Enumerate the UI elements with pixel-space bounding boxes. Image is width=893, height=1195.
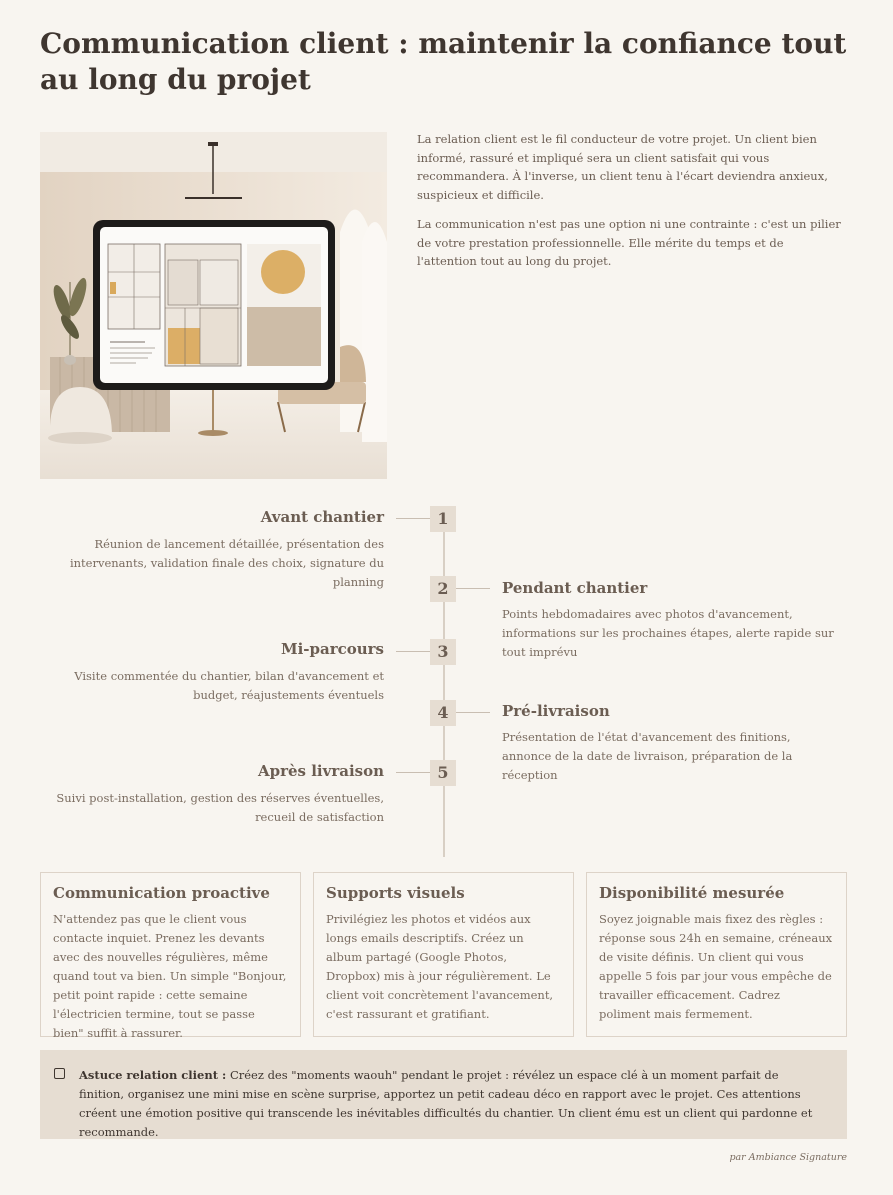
- intro-paragraph-1: La relation client est le fil conducteur de votre projet. Un client bien informé, rassuré et impliqué sera un client satisfait qui vous recommandera. À l'inverse, un client tenu à l'écart deviendra anxieux, suspicieux et difficile.: [417, 132, 828, 202]
- step-description: Visite commentée du chantier, bilan d'avancement et budget, réajustements éventuels: [74, 669, 384, 702]
- connector: [396, 518, 430, 519]
- page-title: Communication client : maintenir la confiance tout au long du projet: [40, 27, 847, 96]
- step-title: Pré-livraison: [502, 702, 610, 720]
- card-body: Soyez joignable mais fixez des règles : réponse sous 24h en semaine, créneaux de visite définis. Un client qui vous appelle 5 fois par jour vous empêche de travailler efficacement. Cadrez poliment mais fermement.: [599, 912, 833, 1021]
- footer-credit: par Ambiance Signature: [729, 1152, 847, 1163]
- step-description: Suivi post-installation, gestion des réserves éventuelles, recueil de satisfaction: [56, 791, 384, 824]
- connector: [456, 588, 490, 589]
- step-title: Avant chantier: [260, 508, 384, 526]
- step-title: Pendant chantier: [502, 579, 648, 597]
- card-body: Privilégiez les photos et vidéos aux longs emails descriptifs. Créez un album partagé (Google Photos, Dropbox) mis à jour régulièrement. Le client voit concrètement l'avancement, c'est rassurant et gratifiant.: [326, 912, 554, 1021]
- connector: [396, 772, 430, 773]
- tip-box: [40, 1050, 847, 1139]
- connector: [396, 651, 430, 652]
- step-description: Présentation de l'état d'avancement des finitions, annonce de la date de livraison, préparation de la réception: [502, 730, 793, 782]
- step-number: 1: [430, 506, 456, 532]
- step-description: Réunion de lancement détaillée, présentation des intervenants, validation finale des choix, signature du planning: [69, 537, 384, 589]
- connector: [456, 712, 490, 713]
- card-body: N'attendez pas que le client vous contacte inquiet. Prenez les devants avec des nouvelles régulières, même quand tout va bien. Un simple "Bonjour, petit point rapide : cette semaine l'électricien termine, tout se passe bien" suffit à rassurer.: [53, 912, 287, 1040]
- tip-label: Astuce relation client :: [79, 1068, 227, 1082]
- step-number: 5: [430, 760, 456, 786]
- tip-body: Créez des "moments waouh" pendant le projet : révélez un espace clé à un moment parfait de finition, organisez une mini mise en scène surprise, apportez un petit cadeau déco en rapport avec le projet. Ces attentions créent une émotion positive qui transcende les inévitables difficultés du chantier. Un client ému est un client qui pardonne et recommande.: [79, 1068, 813, 1139]
- hero-image: [40, 132, 387, 479]
- intro-paragraph-2: La communication n'est pas une option ni une contrainte : c'est un pilier de votre prestation professionnelle. Elle mérite du temps et de l'attention tout au long du projet.: [417, 217, 841, 268]
- step-title: Mi-parcours: [280, 640, 384, 658]
- step-description: Points hebdomadaires avec photos d'avancement, informations sur les prochaines étapes, alerte rapide sur tout imprévu: [502, 607, 834, 659]
- step-title: Après livraison: [257, 762, 384, 780]
- card-title: Communication proactive: [53, 884, 270, 902]
- note-icon: [54, 1068, 65, 1079]
- step-number: 3: [430, 639, 456, 665]
- card-title: Supports visuels: [326, 884, 465, 902]
- timeline-line: [443, 507, 445, 857]
- step-number: 4: [430, 700, 456, 726]
- card-communication-proactive: [40, 872, 301, 1040]
- card-supports-visuels: [313, 872, 574, 1037]
- card-disponibilite-mesuree: [586, 872, 847, 1037]
- card-title: Disponibilité mesurée: [599, 884, 785, 902]
- tip-text: [79, 1066, 827, 1142]
- intro-text: [417, 130, 847, 282]
- step-number: 2: [430, 576, 456, 602]
